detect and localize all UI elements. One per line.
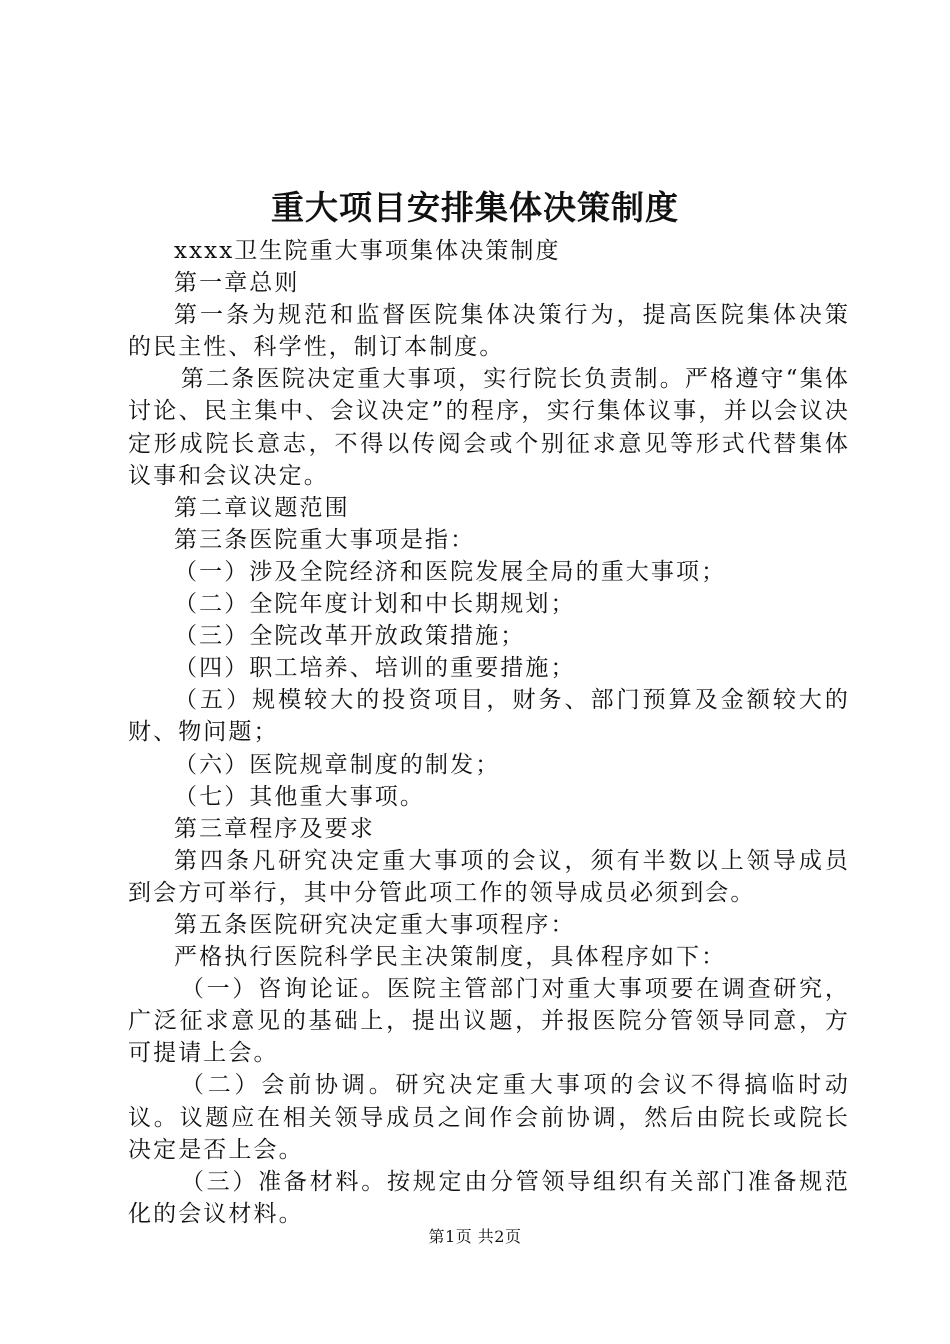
chapter-1-heading: 第一章总则 — [174, 270, 300, 297]
chapter-2-heading: 第二章议题范围 — [174, 494, 350, 521]
list-item-4: （四）职工培养、培训的重要措施； — [174, 655, 576, 682]
document-title: 重大项目安排集体决策制度 — [271, 188, 679, 227]
page-footer: 第1页 共2页 — [428, 1227, 522, 1246]
list-item-2: （二）全院年度计划和中长期规划； — [174, 591, 576, 618]
list-item-3: （三）全院改革开放政策措施； — [174, 623, 526, 650]
article-5: 第五条医院研究决定重大事项程序： — [174, 911, 576, 938]
article-4: 第四条凡研究决定重大事项的会议，须有半数以上领导成员到会方可举行，其中分管此项工作的领导成员必须到会。 — [128, 847, 850, 906]
list-item-6: （六）医院规章制度的制发； — [174, 751, 501, 778]
article-1: 第一条为规范和监督医院集体决策行为，提高医院集体决策的民主性、科学性，制订本制度。 — [128, 302, 850, 361]
procedure-step-1: （一）咨询论证。医院主管部门对重大事项要在调查研究，广泛征求意见的基础上，提出议题，并报医院分管领导同意，方可提请上会。 — [128, 976, 850, 1067]
list-item-1: （一）涉及全院经济和医院发展全局的重大事项； — [174, 558, 727, 585]
list-item-7: （七）其他重大事项。 — [174, 783, 425, 810]
procedure-intro: 严格执行医院科学民主决策制度，具体程序如下： — [174, 944, 727, 971]
procedure-step-2: （二）会前协调。研究决定重大事项的会议不得搞临时动议。议题应在相关领导成员之间作会前协调，然后由院长或院长决定是否上会。 — [128, 1072, 850, 1163]
list-item-5: （五）规模较大的投资项目，财务、部门预算及金额较大的财、物问题； — [128, 687, 850, 746]
paragraph-hospital-heading: xxxx卫生院重大事项集体决策制度 — [174, 238, 561, 264]
procedure-step-3: （三）准备材料。按规定由分管领导组织有关部门准备规范化的会议材料。 — [128, 1168, 850, 1227]
article-3: 第三条医院重大事项是指： — [174, 526, 476, 553]
document-body — [128, 235, 850, 1230]
chapter-3-heading: 第三章程序及要求 — [174, 815, 375, 842]
article-2: 第二条医院决定重大事项，实行院长负责制。严格遵守“集体讨论、民主集中、会议决定”的程序，实行集体议事，并以会议决定形成院长意志，不得以传阅会或个别征求意见等形式代替集体议事和会议决定。 — [128, 366, 850, 489]
